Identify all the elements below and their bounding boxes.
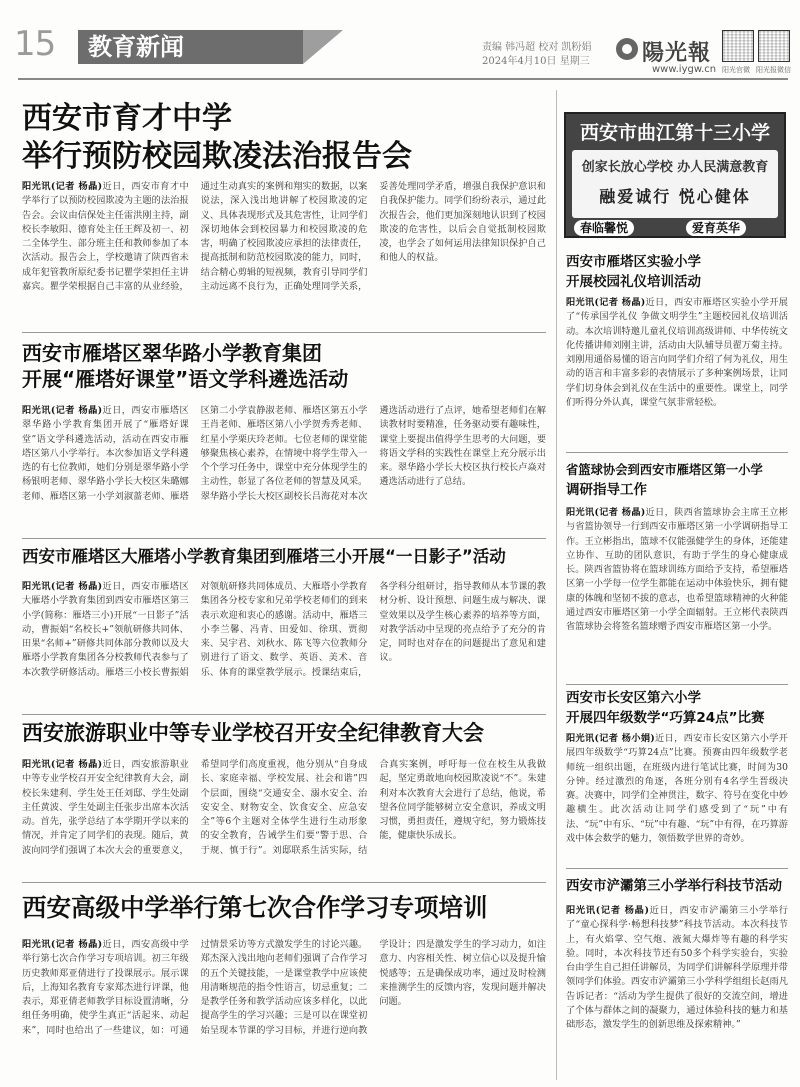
qr-code-icon (722, 30, 754, 62)
article-divider (22, 538, 546, 539)
section-title: 教育新闻 (78, 30, 303, 64)
article-headline: 西安高级中学举行第七次合作学习专项培训 (22, 893, 488, 922)
article-text: 近日，西安高级中学举行第七次合作学习专项培训。初三年级历史教师郑亚倩进行了投课展示。展示课后，上海知名教育专家郑杰进行评课，他表示，郑亚倩老师教学目标设置清晰，分组任务明确，使学生真正“活起来、动起来”，同时也给出了一些建议，如：可通过情景采访等方式激发学生的讨论兴趣。郑杰深入浅出地向老师们强调了合作学习的五个关键技能，一是课堂教学中应该使用清晰规范的指令性语言，切忌重复；二是教学任务和教学活动应该多样化，以此提高学生的学习兴趣；三是可以在课堂初始呈现本节课的学习目标，并进行逆向教学设计；四是激发学生的学习动力，如注意力、内容相关性、树立信心以及提升愉悦感等；五是确保成功率，通过及时检测来推测学生的反馈内容，发现问题并解决问题。 (22, 939, 546, 1036)
article-changan (566, 688, 788, 728)
article-headline: 西安市浐灞第三小学举行科技节活动 (566, 878, 782, 894)
article-headline: 开展四年级数学“巧算24点”比赛 (566, 710, 765, 726)
article-headline: 调研指导工作 (566, 482, 647, 498)
article-cuihualu (22, 340, 542, 392)
article-body (566, 904, 788, 1080)
article-divider (566, 684, 788, 685)
byline: 阳光讯(记者 杨晶) (22, 759, 103, 770)
ad-school-name: 西安市曲江第十三小学 (579, 122, 770, 144)
ad-slogan-panel (572, 150, 778, 218)
ad-pill: 爱育英华 (686, 220, 746, 236)
header-rule (18, 78, 788, 80)
article-headline: 西安市雁塔区翠华路小学教育集团 (22, 341, 322, 365)
article-chanba (566, 876, 788, 896)
masthead (0, 0, 800, 82)
byline: 阳光讯(记者 杨小娟) (566, 733, 655, 744)
paper-name: 陽光報 (642, 40, 712, 66)
article-text: 近日，西安市雁塔区实验小学开展了“传承国学礼仪 争做文明学生”主题校园礼仪培训活动。本次培训特邀儿童礼仪培训高级讲师、中华传统文化传播讲师刘刚主讲，活动由大队辅导员翟万菊主持。刘刚用通俗易懂的语言向同学们介绍了何为礼仪，用生动的语言和丰富多彩的表情展示了多种案例场景，让同学们切身体会到礼仪在生活中的重要性。课堂上，同学们听得分外认真，课堂气氛非常轻松。 (566, 297, 788, 409)
article-text: 近日，陕西省篮球协会主席王立彬与省篮协领导一行到西安市雁塔区第一小学调研指导工作。王立彬指出，篮球不仅能强健学生的身体，还能建立协作、互助的团队意识，有助于学生的身心健康成长。陕西省篮协将在篮球训练方面给予支持，希望雁塔区第一小学每一位学生都能在运动中体验快乐，拥有健康的体魄和坚韧不拔的意志，也希望篮球精神的火种能通过西安市雁塔区第一小学全面辐射。王立彬代表陕西省篮球协会将签名篮球赠予西安市雁塔区第一小学。 (566, 507, 788, 633)
article-text: 近日，西安市长安区第六小学开展四年级数学“巧算24点”比赛。预赛由四年级数学老师统一组织出题，在班级内进行笔试比赛，时间为30分钟。经过激烈的角逐，各班分别有4名学生晋级决赛。决赛中，同学们全神贯注，数字、符号在变化中妙趣横生。此次活动让同学们感受到了“玩”中有法、“玩”中有乐、“玩”中有趣、“玩”中有得，在巧算游戏中体会数学的魅力，领悟数学世界的奇妙。 (566, 733, 788, 845)
article-body (22, 580, 546, 710)
article-body (566, 506, 788, 678)
ad-slogan: 创家长放心学校 办人民满意教育 (581, 160, 769, 175)
article-body (22, 758, 546, 876)
article-text: 近日，西安市浐灞第三小学举行了“童心探科学·畅想科技梦”科技节活动。本次科技节上，有火焰掌、空气炮、液氮大爆炸等有趣的科学实验。同时，本次科技节还有50多个科学实验台，实验台由学生自己担任讲解员，为同学们讲解科学原理并带领同学们体验。西安市浐灞第三小学科学组组长赵雨凡告诉记者：“活动为学生提供了很好的交流空间，增进了个体与群体之间的凝聚力，通过体验科技的魅力和基础形态，激发学生的创新思维及探索精神。” (566, 905, 788, 1031)
website-url[interactable]: www.iygw.cn (652, 64, 717, 75)
article-headline: 西安市雁塔区大雁塔小学教育集团到雁塔三小开展“一日影子”活动 (22, 547, 506, 566)
article-headline: 开展校园礼仪培训活动 (566, 274, 701, 290)
article-shiyan (566, 252, 788, 292)
editor-credits: 责编 韩冯超 校对 凯粉娟 (482, 42, 592, 53)
article-gaoji (22, 888, 546, 928)
ad-pill: 春临馨悦 (574, 220, 634, 236)
ad-motto: 融爱诚行 悦心健体 (599, 187, 751, 206)
qr-caption: 阳光官微 (722, 66, 750, 74)
article-body (22, 938, 546, 1082)
column-divider (556, 90, 557, 1080)
byline: 阳光讯(记者 杨晶) (22, 405, 103, 416)
qr-caption: 阳光报微信 (756, 66, 791, 74)
article-text: 近日，西安市雁塔区翠华路小学教育集团开展了“雁塔好课堂”语文学科遴选活动，活动在西安市雁塔区第八小学举行。本次参加语文学科遴选的有七位教师，她们分别是翠华路小学杨银明老师、翠华路小学长大校区朱璐娜老师、雁塔区第一小学刘淑蔷老师、雁塔区第二小学袁静淑老师、雁塔区第五小学王肖老师、雁塔区第八小学贺秀秀老师、红星小学栗庆玲老师。七位老师的课堂能够聚焦核心素养，在情境中将学生带入一个个学习任务中，课堂中充分体现学生的主动性，彰显了各位老师的智慧及风采。翠华路小学长大校区副校长吕海花对本次遴选活动进行了点评，她希望老师们在解读教材时要精准，任务驱动要有趣味性，课堂上要提出值得学生思考的大问题，要将语文学科的实践性在课堂上充分展示出来。翠华路小学长大校区执行校长卢焱对遴选活动进行了总结。 (22, 405, 546, 502)
article-headline: 举行预防校园欺凌法治报告会 (22, 139, 412, 174)
article-text: 近日，西安市育才中学举行了以预防校园欺凌为主题的法治报告会。会议由信保处主任雷洪刚主持，副校长李敏阳、德育处主任王辉及初一、初二全体学生、部分班主任和教师参加了本次活动。报告会上，学校邀请了陕西省未成年犯管教所原纪委书记瞿学荣担任主讲嘉宾。瞿学荣根据自己丰富的从业经验，通过生动真实的案例和翔实的数据，以案说法，深入浅出地讲解了校园欺凌的定义、具体表现形式及其危害性，让同学们深切地体会到校园暴力和校园欺凌的危害，明确了校园欺凌应承担的法律责任，提高抵制和防范校园欺凌的能力，同时，结合精心剪辑的短视频，教育引导同学们主动远离不良行为，正确处理同学关系，妥善处理同学矛盾，增强自我保护意识和自我保护能力。同学们纷纷表示，通过此次报告会，他们更加深刻地认识到了校园欺凌的危害性，以后会自觉抵制校园欺凌，也学会了如何运用法律知识保护自己和他人的权益。 (22, 181, 546, 293)
article-headline: 西安旅游职业中等专业学校召开安全纪律教育大会 (22, 721, 484, 745)
article-divider (566, 868, 788, 869)
article-yucai (22, 100, 542, 176)
article-headline: 省篮球协会到西安市雁塔区第一小学 (566, 463, 763, 477)
article-body (566, 732, 788, 860)
article-divider (22, 332, 546, 333)
article-text: 近日，西安旅游职业中等专业学校召开安全纪律教育大会，副校长朱建利、学生处王任刘邸、学生处副主任黄波、学生处副主任张步出席本次活动。首先，张学总结了本学期开学以来的情况，并肯定了同学们的表现。随后，黄波向同学们强调了本次大会的重要意义，希望同学们高度重视，他分别从“自身成长、家庭幸福、学校发展、社会和谐”四个层面，围绕“交通安全、溺水安全、治安安全、财物安全、饮食安全、应急安全”等6个主题对全体学生进行生动形象的安全教育，告诫学生们要“警于思、合于规、慎于行”。刘邸联系生活实际，结合真实案例，呼吁每一位在校生从我做起，坚定勇敢地向校园欺凌说“不”。朱建利对本次教育大会进行了总结，他说，希望各位同学能够树立安全意识，养成文明习惯，勇担责任，遵规守纪，努力锻炼技能，健康快乐成长。 (22, 759, 546, 856)
byline: 阳光讯(记者 杨晶) (22, 581, 103, 592)
issue-date: 2024年4月10日 星期三 (482, 56, 590, 67)
sun-logo-icon (616, 38, 638, 60)
byline: 阳光讯(记者 杨晶) (566, 507, 646, 518)
school-advertisement (564, 112, 786, 238)
byline: 阳光讯(记者 杨晶) (22, 939, 103, 950)
page-number: 15 (14, 24, 56, 64)
article-headline: 开展“雁塔好课堂”语文学科遴选活动 (22, 367, 349, 391)
article-headline: 西安市育才中学 (22, 101, 232, 136)
article-body (22, 180, 546, 328)
article-headline: 西安市长安区第六小学 (566, 690, 701, 706)
paper-logo (616, 36, 714, 66)
article-lanqiu (566, 460, 788, 500)
article-text: 近日，西安市雁塔区大雁塔小学教育集团到西安市雁塔区第三小学(简称：雁塔三小)开展“一日影子”活动，曹振娟“名校长+”领航研修共同体、田果“名师+”研修共同体部分教师以及大雁塔小学教育集团各分校教师代表参与了本次教学研修活动。雁塔三小校长曹振娟对领航研修共同体成员、大雁塔小学教育集团各分校专家和兄弟学校老师们的到来表示欢迎和衷心的感谢。活动中，雁塔三小李兰馨、冯青、田爱如、徐琪、贾彻来、吴宇君、刘秋水、陈飞等六位教师分别进行了语文、数学、英语、美术、音乐、体育的课堂教学展示。授课结束后，各学科分组研讨，指导教师从本节课的教材分析、设计预想、问题生成与解决、课堂效果以及学生核心素养的培养等方面，对教学活动中呈现的亮点给予了充分的肯定，同时也对存在的问题提出了意见和建议。 (22, 581, 546, 678)
article-divider (22, 714, 546, 715)
byline: 阳光讯(记者 杨晶) (566, 297, 646, 308)
byline: 阳光讯(记者 杨晶) (22, 181, 103, 192)
article-body (566, 296, 788, 440)
article-body (22, 404, 546, 534)
article-dayanta (22, 544, 546, 570)
article-divider (566, 452, 788, 453)
article-divider (22, 882, 546, 883)
qr-code-icon (758, 30, 790, 62)
article-headline: 西安市雁塔区实验小学 (566, 254, 701, 270)
article-lvyou (22, 718, 546, 748)
byline: 阳光讯(记者 杨晶) (566, 905, 649, 916)
